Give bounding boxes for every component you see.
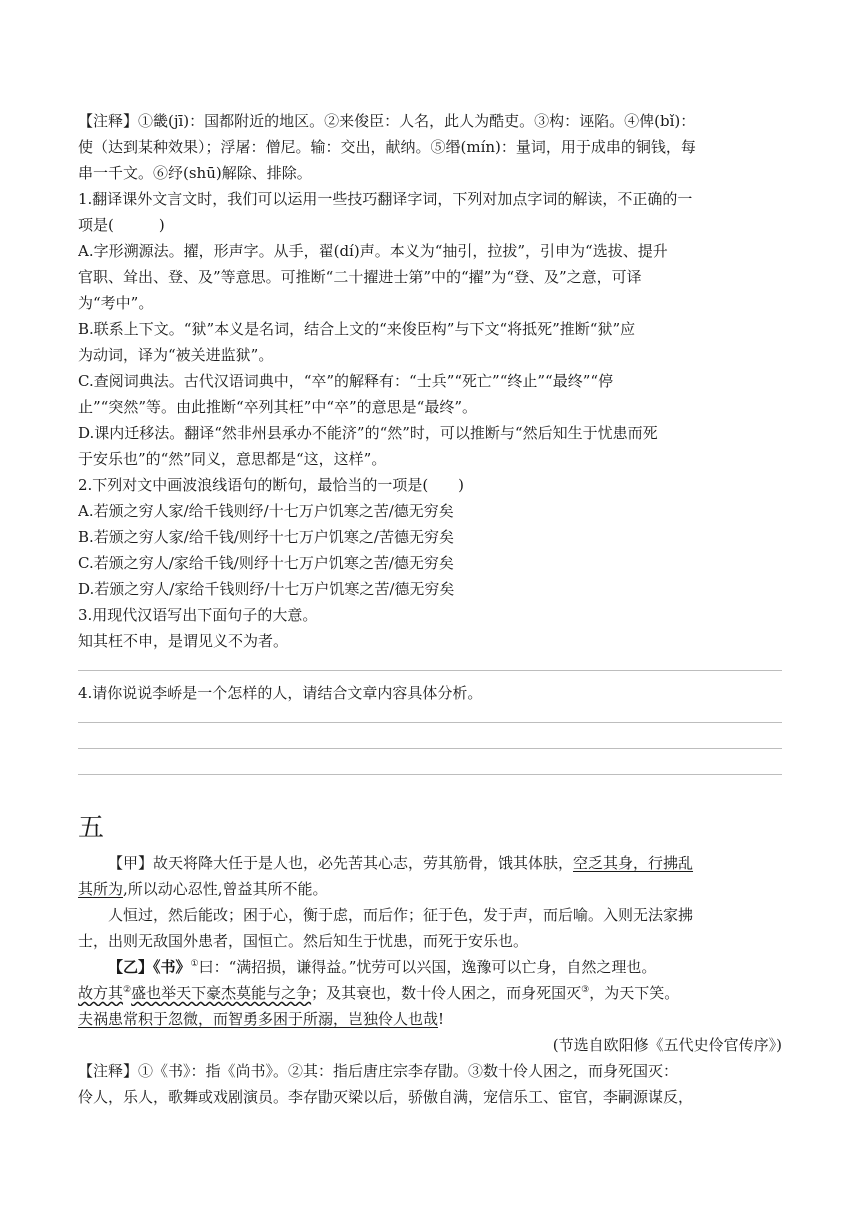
option-c: 止”“突然”等。由此推断“卒列其枉”中“卒”的意思是“最终”。: [78, 398, 478, 416]
option-d: 于安乐也”的“然”同义，意思都是“这，这样”。: [78, 450, 387, 468]
option-c: C.查阅词典法。古代汉语词典中，“卒”的解释有：“士兵”“死亡”“终止”“最终”“停: [78, 372, 614, 390]
passage-line: [78, 954, 782, 980]
passage-text: 曰：“满招损，谦得益。”忧劳可以兴国，逸豫可以亡身，自然之理也。: [198, 958, 657, 976]
passage-text: ；及其衰也，数十伶人困之，而身死国灭: [311, 984, 582, 1002]
footnote-marker: ③: [581, 985, 590, 995]
question-4: [78, 680, 782, 706]
source-citation: (节选自欧阳修《五代史伶官传序》): [552, 1036, 782, 1054]
wavy-underlined-text: 故方其: [78, 984, 124, 1002]
underlined-text: 空乏其身，行拂乱: [573, 854, 694, 872]
question-stem: 3.用现代汉语写出下面句子的大意。: [78, 606, 318, 624]
passage-text: 【乙】《书》: [108, 958, 191, 976]
passage-line: [78, 876, 782, 902]
section-title: 五: [78, 813, 105, 843]
annotation-line: 串一千文。⑥纾(shū)解除、排除。: [78, 164, 312, 182]
question-1: [78, 186, 782, 472]
passage-text: 【甲】故天将降大任于是人也，必先苦其心志，劳其筋骨，饿其体肤，: [108, 854, 574, 872]
annotation-block: [78, 108, 782, 186]
answer-line: [78, 774, 782, 775]
question-stem: 2.下列对文中画波浪线语句的断句，最恰当的一项是( ): [78, 476, 465, 494]
answer-line: [78, 748, 782, 749]
option-a: 官职、耸出、登、及”等意思。可推断“二十擢进士第”中的“擢”为“登、及”之意，可译: [78, 268, 642, 286]
question-stem: 4.请你说说李峤是一个怎样的人，请结合文章内容具体分析。: [78, 684, 483, 702]
option-b: B.若颁之穷人家/给千钱/则纾十七万户饥寒之/苦德无穷矣: [78, 528, 454, 546]
passage-line: [78, 980, 782, 1006]
passage-jia: [78, 850, 782, 954]
option-d: D.若颁之穷人/家给千钱则纾/十七万户饥寒之苦/德无穷矣: [78, 580, 455, 598]
underlined-text: 夫祸患常积于忽微，而智勇多困于所溺，岂独伶人也哉: [78, 1010, 439, 1028]
passage-text: !: [438, 1010, 445, 1028]
passage-line: [78, 850, 782, 876]
wavy-underlined-text: 盛也举天下豪杰莫能与之争: [131, 984, 312, 1002]
answer-line: [78, 722, 782, 723]
passage-line: [78, 1006, 782, 1032]
passage-line: 士，出则无敌国外患者，国恒亡。然后知生于忧患，而死于安乐也。: [78, 932, 529, 950]
question-stem: 1.翻译课外文言文时，我们可以运用一些技巧翻译字词，下列对加点字词的解读，不正确的一: [78, 190, 693, 208]
annotation-line: 【注释】①畿(jī)：国都附近的地区。②来俊臣：人名，此人为酷吏。③构：诬陷。④俾(bǐ)：: [78, 112, 696, 130]
option-b: B.联系上下文。“狱”本义是名词，结合上文的“来俊臣构”与下文“将抵死”推断“狱”应: [78, 320, 636, 338]
passage-text: ,所以动心忍性,曾益其所不能。: [123, 880, 328, 898]
annotation-line: 伶人，乐人，歌舞或戏剧演员。李存勖灭梁以后，骄傲自满，宠信乐工、宦官，李嗣源谋反，: [78, 1088, 694, 1106]
option-c: C.若颁之穷人/家给千钱/则纾十七万户饥寒之苦/德无穷矣: [78, 554, 454, 572]
option-a: A.字形溯源法。擢，形声字。从手，翟(dí)声。本义为“抽引，拉拔”，引申为“选拔、提升: [78, 242, 668, 260]
option-d: D.课内迁移法。翻译“然非州县承办不能济”的“然”时，可以推断与“然后知生于忧患而死: [78, 424, 658, 442]
passage-text: ，为天下笑。: [589, 984, 680, 1002]
annotation-line: 使（达到某种效果）；浮屠：僧尼。输：交出，献纳。⑤缗(mín)：量词，用于成串的铜钱，每: [78, 138, 696, 156]
option-b: 为动词，译为“被关进监狱”。: [78, 346, 274, 364]
answer-line: [78, 670, 782, 671]
underlined-text: 其所为: [78, 880, 124, 898]
annotation-line: 【注释】①《书》：指《尚书》。②其：指后唐庄宗李存勖。③数十伶人困之，而身死国灭：: [78, 1062, 679, 1080]
quoted-sentence: 知其枉不申，是谓见义不为者。: [78, 632, 289, 650]
question-stem: 项是( ): [78, 216, 165, 234]
question-2: [78, 472, 782, 654]
footnote-marker: ①: [190, 959, 199, 969]
passage-line: 人恒过，然后能改；困于心，衡于虑，而后作；征于色，发于声，而后喻。入则无法家拂: [108, 906, 694, 924]
footnote-marker: ②: [123, 985, 132, 995]
option-a: 为“考中”。: [78, 294, 154, 312]
annotation-block: [78, 1058, 782, 1110]
passage-yi: [78, 954, 782, 1058]
option-a: A.若颁之穷人家/给千钱则纾/十七万户饥寒之苦/德无穷矣: [78, 502, 454, 520]
